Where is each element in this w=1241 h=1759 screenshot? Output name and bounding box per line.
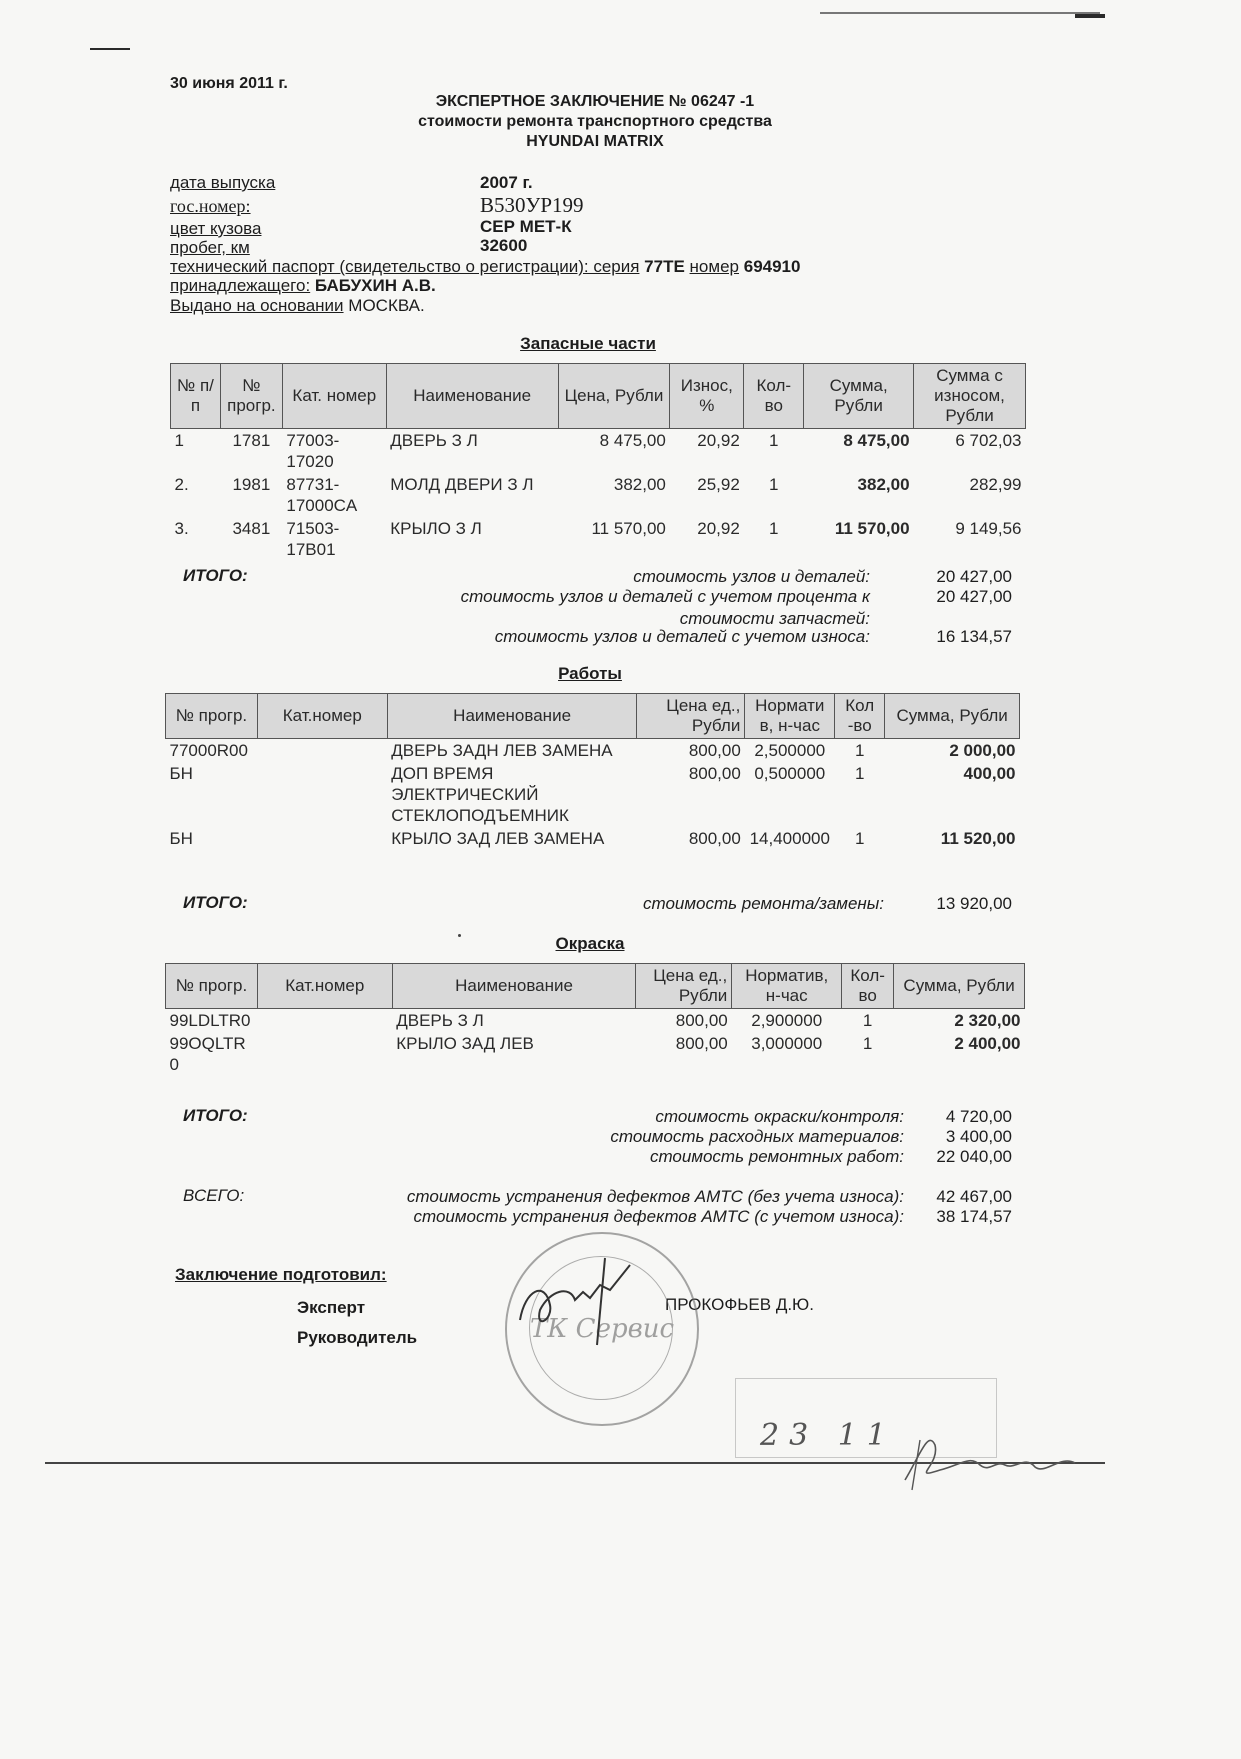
works-table <box>165 693 1020 850</box>
issued-label: Выдано на основании <box>170 296 344 315</box>
cell-prog: БН <box>169 829 193 848</box>
col-header: Кол -во <box>835 694 885 739</box>
table-row <box>171 473 1026 517</box>
cell-sum: 382,00 <box>857 475 910 494</box>
cell-price: 800,00 <box>675 1011 728 1030</box>
paint-table <box>165 963 1025 1076</box>
owner-label: принадлежащего: <box>170 276 311 295</box>
cell-sum-wear: 6 702,03 <box>955 431 1022 450</box>
col-header: Кол-во <box>744 364 804 429</box>
table-row <box>166 739 1020 763</box>
cell-sum: 400,00 <box>963 764 1016 783</box>
expert-signature <box>505 1250 665 1360</box>
cell-price: 800,00 <box>688 829 741 848</box>
year-value: 2007 г. <box>480 173 533 192</box>
grand-total-label-2: стоимость устранения дефектов АМТС (с учетом износа): <box>413 1207 904 1226</box>
cell-cat <box>257 739 387 763</box>
col-header: № п/п <box>171 364 221 429</box>
table-row <box>166 762 1020 827</box>
paint-total-label: ИТОГО: <box>183 1106 248 1125</box>
cell-cat: 77003-17020 <box>286 431 340 471</box>
works-header-row <box>166 694 1020 739</box>
col-header: Наименование <box>386 364 558 429</box>
cell-sum-wear: 9 149,56 <box>955 519 1022 538</box>
cell-n: 1 <box>174 431 184 450</box>
mileage-value: 32600 <box>480 236 528 255</box>
expert-name: ПРОКОФЬЕВ Д.Ю. <box>665 1295 814 1314</box>
vehicle-model: HYUNDAI MATRIX <box>526 133 664 150</box>
paint-total-value-3: 22 040,00 <box>936 1147 1012 1166</box>
cell-n: 3. <box>174 519 189 538</box>
works-total-value: 13 920,00 <box>936 894 1012 913</box>
color-value: СЕР МЕТ-К <box>480 217 572 236</box>
col-header: Сумма, Рубли <box>885 694 1020 739</box>
cell-sum: 11 520,00 <box>940 829 1016 848</box>
cell-sum-wear: 282,99 <box>969 475 1022 494</box>
owner-line <box>170 276 436 296</box>
col-header: Цена, Рубли <box>558 364 670 429</box>
parts-total-value-1: 20 427,00 <box>936 567 1012 586</box>
cell-cat: 87731-17000CA <box>286 475 358 515</box>
col-header: Кат. номер <box>282 364 386 429</box>
cell-qty: 1 <box>855 764 865 783</box>
cell-name: КРЫЛО ЗАД ЛЕВ <box>396 1034 534 1053</box>
owner-value: БАБУХИН А.В. <box>314 276 436 295</box>
cell-qty: 1 <box>769 519 779 538</box>
col-header: Цена ед., Рубли <box>636 964 732 1009</box>
col-header: Кол-во <box>842 964 894 1009</box>
cell-name: ДВЕРЬ З Л <box>396 1011 484 1030</box>
paint-heading: Окраска <box>555 934 625 953</box>
cell-norm: 14,400000 <box>749 829 830 848</box>
cell-norm: 2,900000 <box>751 1011 823 1030</box>
cell-name: ДОП ВРЕМЯ ЭЛЕКТРИЧЕСКИЙ СТЕКЛОПОДЪЕМНИК <box>391 764 569 825</box>
col-header: Нормати в, н-час <box>745 694 835 739</box>
cell-wear: 25,92 <box>697 475 740 494</box>
cell-prog: 1981 <box>232 475 271 494</box>
paint-header-row <box>166 964 1025 1009</box>
grand-total-value-2: 38 174,57 <box>936 1207 1012 1226</box>
col-header: Кат.номер <box>257 694 387 739</box>
col-header: № прогр. <box>220 364 282 429</box>
parts-total-label-1: стоимость узлов и деталей: <box>633 567 870 586</box>
cell-prog: 99OQLTR0 <box>169 1034 246 1074</box>
scan-dot <box>458 934 461 937</box>
handwritten-date: 23 11 <box>760 1418 896 1453</box>
parts-table <box>170 363 1026 561</box>
cell-sum: 2 000,00 <box>949 741 1016 760</box>
document-title: ЭКСПЕРТНОЕ ЗАКЛЮЧЕНИЕ № 06247 -1 <box>435 93 755 110</box>
plate-value: В530УР199 <box>480 193 584 217</box>
parts-total-label: ИТОГО: <box>183 566 248 585</box>
cell-prog: 99LDLTR0 <box>169 1011 251 1030</box>
cell-norm: 0,500000 <box>754 764 826 783</box>
passport-number-label: номер <box>689 257 739 276</box>
cell-qty: 1 <box>855 741 865 760</box>
paint-total-value-1: 4 720,00 <box>945 1107 1012 1126</box>
cell-wear: 20,92 <box>697 519 740 538</box>
parts-total-label-3: стоимость узлов и деталей с учетом износа: <box>494 627 870 646</box>
grand-total-value-1: 42 467,00 <box>936 1187 1012 1206</box>
prepared-by-label: Заключение подготовил: <box>175 1265 387 1284</box>
cell-name: МОЛД ДВЕРИ З Л <box>390 475 534 494</box>
cell-norm: 3,000000 <box>751 1034 823 1053</box>
parts-total-label-2: стоимость узлов и деталей с учетом процента к стоимости запчастей: <box>460 587 870 628</box>
parts-total-value-3: 16 134,57 <box>936 627 1012 646</box>
issued-line <box>170 296 425 316</box>
paint-total-label-3: стоимость ремонтных работ: <box>649 1147 904 1166</box>
grand-total-label: ВСЕГО: <box>183 1186 245 1205</box>
cell-qty: 1 <box>862 1034 873 1053</box>
col-header: Кат.номер <box>257 964 392 1009</box>
cell-prog: 77000R00 <box>169 741 248 760</box>
col-header: Наименование <box>387 694 637 739</box>
cell-sum: 2 400,00 <box>954 1034 1021 1053</box>
cell-prog: 3481 <box>232 519 271 538</box>
cell-n: 2. <box>174 475 189 494</box>
cell-sum: 2 320,00 <box>954 1011 1021 1030</box>
passport-line <box>170 257 800 277</box>
cell-qty: 1 <box>862 1011 873 1030</box>
grand-total-label-1: стоимость устранения дефектов АМТС (без учета износа): <box>406 1187 904 1206</box>
cell-prog: БН <box>169 764 193 783</box>
cell-name: КРЫЛО ЗАД ЛЕВ ЗАМЕНА <box>391 829 605 848</box>
cell-price: 382,00 <box>613 475 666 494</box>
cell-prog: 1781 <box>232 431 271 450</box>
cell-wear: 20,92 <box>697 431 740 450</box>
cell-name: ДВЕРЬ З Л <box>390 431 478 450</box>
cell-price: 800,00 <box>688 764 741 783</box>
cell-cat: 71503-17B01 <box>286 519 340 559</box>
col-header: Сумма с износом, Рубли <box>914 364 1026 429</box>
expert-label: Эксперт <box>297 1298 366 1317</box>
col-header: Цена ед., Рубли <box>637 694 745 739</box>
cell-price: 8 475,00 <box>599 431 666 450</box>
passport-number: 694910 <box>743 257 801 276</box>
col-header: № прогр. <box>166 964 258 1009</box>
works-total-label: ИТОГО: <box>183 893 248 912</box>
parts-total-value-2: 20 427,00 <box>936 587 1012 606</box>
parts-heading: Запасные части <box>520 334 656 353</box>
plate-label: гос.номер: <box>170 196 251 216</box>
table-row <box>171 429 1026 474</box>
cell-qty: 1 <box>855 829 865 848</box>
works-heading: Работы <box>558 664 622 683</box>
issued-value: МОСКВА. <box>348 296 425 315</box>
cell-name: ДВЕРЬ ЗАДН ЛЕВ ЗАМЕНА <box>391 741 613 760</box>
cell-price: 800,00 <box>675 1034 728 1053</box>
paint-total-value-2: 3 400,00 <box>945 1127 1012 1146</box>
cell-price: 800,00 <box>688 741 741 760</box>
cell-name: КРЫЛО З Л <box>390 519 482 538</box>
document-subtitle: стоимости ремонта транспортного средства <box>418 113 772 130</box>
table-row <box>166 1032 1025 1076</box>
stamp-text: ТК Сервис <box>529 1314 675 1344</box>
col-header: Сумма, Рубли <box>804 364 914 429</box>
paint-total-label-1: стоимость окраски/контроля: <box>655 1107 904 1126</box>
cell-cat <box>257 762 387 827</box>
col-header: Износ, % <box>670 364 744 429</box>
col-header: Наименование <box>392 964 636 1009</box>
passport-label: технический паспорт (свидетельство о регистрации): серия <box>170 257 640 276</box>
cell-cat <box>257 827 387 850</box>
cell-price: 11 570,00 <box>591 519 666 538</box>
col-header: Сумма, Рубли <box>894 964 1025 1009</box>
cell-norm: 2,500000 <box>754 741 826 760</box>
cell-cat <box>257 1032 392 1076</box>
cell-sum: 11 570,00 <box>834 519 910 538</box>
works-total-text: стоимость ремонта/замены: <box>642 894 884 913</box>
parts-header-row <box>171 364 1026 429</box>
cell-qty: 1 <box>769 431 779 450</box>
mileage-label: пробег, км <box>170 238 250 257</box>
table-row <box>171 517 1026 561</box>
col-header: Норматив, н-час <box>732 964 842 1009</box>
color-label: цвет кузова <box>170 219 262 238</box>
cell-qty: 1 <box>769 475 779 494</box>
receiver-signature <box>900 1425 1090 1495</box>
year-label: дата выпуска <box>170 173 276 192</box>
col-header: № прогр. <box>166 694 258 739</box>
document-date: 30 июня 2011 г. <box>170 75 288 92</box>
head-label: Руководитель <box>297 1328 418 1347</box>
table-row <box>166 827 1020 850</box>
cell-sum: 8 475,00 <box>843 431 910 450</box>
paint-total-label-2: стоимость расходных материалов: <box>610 1127 904 1146</box>
table-row <box>166 1009 1025 1033</box>
passport-series: 77ТЕ <box>644 257 685 276</box>
cell-cat <box>257 1009 392 1033</box>
